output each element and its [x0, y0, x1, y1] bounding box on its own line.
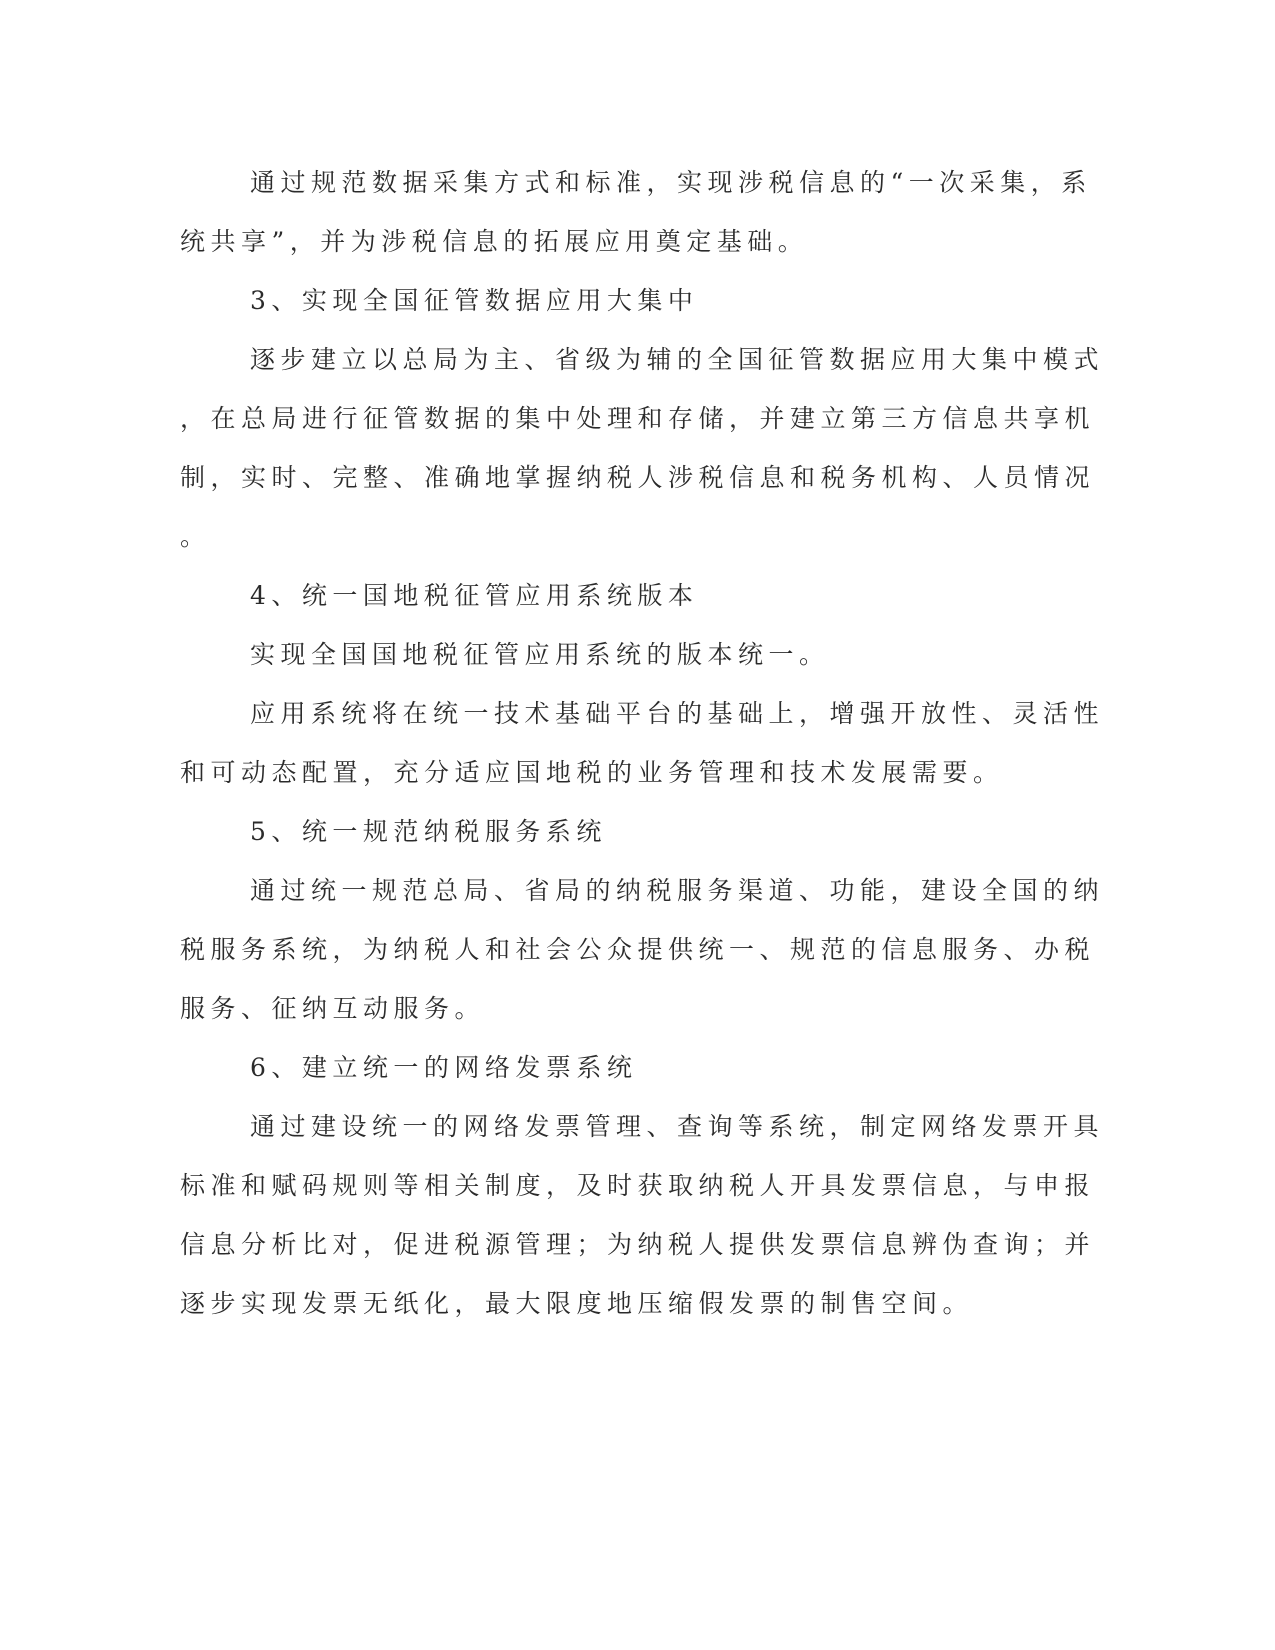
paragraph-line: 信息分析比对，促进税源管理；为纳税人提供发票信息辨伪查询；并: [180, 1230, 1096, 1259]
paragraph-line: 应用系统将在统一技术基础平台的基础上，增强开放性、灵活性: [250, 699, 1105, 728]
section-heading: 5、统一规范纳税服务系统: [250, 817, 607, 846]
section-heading: 3、实现全国征管数据应用大集中: [250, 286, 699, 315]
section-heading: 6、建立统一的网络发票系统: [250, 1053, 638, 1082]
paragraph-line: ，在总局进行征管数据的集中处理和存储，并建立第三方信息共享机: [180, 404, 1096, 433]
paragraph-line: 标准和赋码规则等相关制度，及时获取纳税人开具发票信息，与申报: [180, 1171, 1096, 1200]
document-page: [180, 153, 1105, 1333]
paragraph-line: 税服务系统，为纳税人和社会公众提供统一、规范的信息服务、办税: [180, 935, 1096, 964]
paragraph-line: 统共享”，并为涉税信息的拓展应用奠定基础。: [180, 227, 809, 256]
paragraph-line: 和可动态配置，充分适应国地税的业务管理和技术发展需要。: [180, 758, 1004, 787]
paragraph-line: 实现全国国地税征管应用系统的版本统一。: [250, 640, 830, 669]
paragraph-line: 通过规范数据采集方式和标准，实现涉税信息的“一次采集，系: [250, 168, 1092, 197]
paragraph-line: 制，实时、完整、准确地掌握纳税人涉税信息和税务机构、人员情况: [180, 463, 1096, 492]
paragraph-line: 服务、征纳互动服务。: [180, 994, 486, 1023]
paragraph-line: 逐步建立以总局为主、省级为辅的全国征管数据应用大集中模式: [250, 345, 1105, 374]
paragraph-line: 。: [180, 522, 211, 551]
paragraph-line: 通过统一规范总局、省局的纳税服务渠道、功能，建设全国的纳: [250, 876, 1105, 905]
paragraph-line: 逐步实现发票无纸化，最大限度地压缩假发票的制售空间。: [180, 1289, 974, 1318]
section-heading: 4、统一国地税征管应用系统版本: [250, 581, 699, 610]
paragraph-line: 通过建设统一的网络发票管理、查询等系统，制定网络发票开具: [250, 1112, 1105, 1141]
